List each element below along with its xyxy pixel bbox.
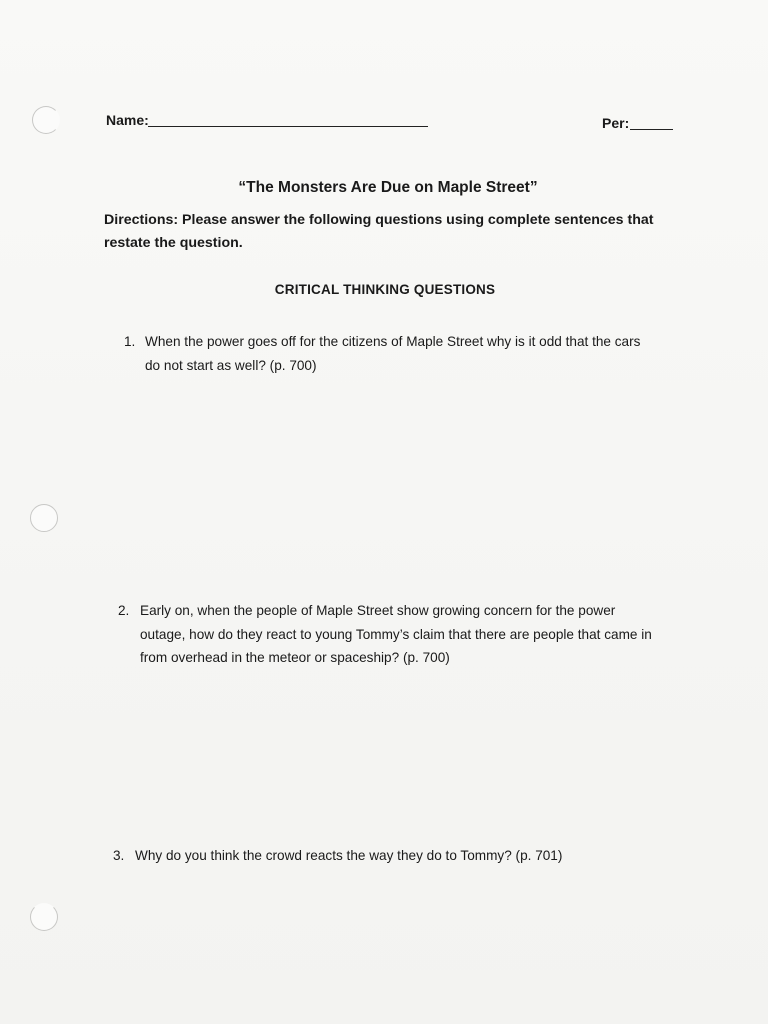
period-blank-line[interactable] (630, 129, 673, 130)
name-label: Name: (106, 112, 149, 128)
section-heading-text: CRITICAL THINKING QUESTIONS (274, 282, 496, 297)
directions-text: Directions: Please answer the following questions using complete sentences that restate the question. (104, 212, 654, 251)
binder-hole-bottom (30, 903, 58, 931)
period-label: Per: (602, 115, 630, 131)
question-1 (124, 330, 664, 377)
worksheet-title-text: “The Monsters Are Due on Maple Street” (238, 179, 538, 196)
question-text: Why do you think the crowd reacts the way they do to Tommy? (p. 701) (135, 848, 563, 863)
binder-hole-middle (30, 504, 58, 532)
question-text: When the power goes off for the citizens of Maple Street why is it odd that the cars do not start as well? (p. 700) (145, 334, 641, 373)
question-2 (118, 599, 658, 670)
section-heading (0, 282, 768, 297)
name-blank-line[interactable] (148, 126, 428, 127)
question-3 (113, 844, 653, 868)
question-text: Early on, when the people of Maple Street show growing concern for the power outage, how do they react to young Tommy’s claim that there are people that came in from overhead in the meteor or spaceship? (p. 700) (140, 603, 652, 665)
worksheet-title (0, 179, 768, 197)
question-number: 1. (124, 334, 136, 349)
binder-hole-top (32, 106, 60, 134)
question-number: 3. (113, 848, 125, 863)
question-number: 2. (118, 603, 130, 618)
